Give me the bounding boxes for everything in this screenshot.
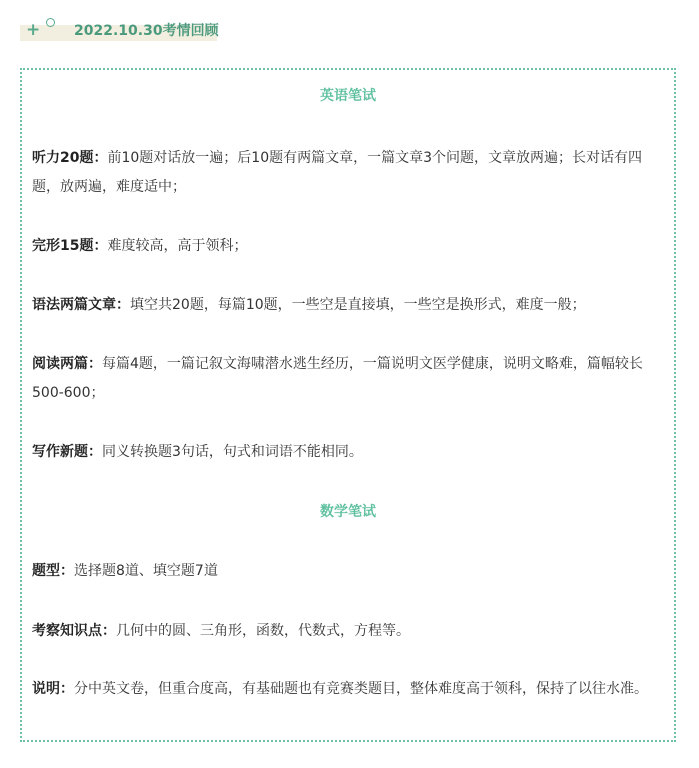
header-title: 2022.10.30考情回顾 [74,23,219,39]
item-text: 几何中的圆、三角形，函数，代数式，方程等。 [116,623,410,639]
item-text: 同义转换题3句话，句式和词语不能相同。 [102,444,363,460]
item-label: 听力20题： [32,150,108,166]
english-item-cloze [32,232,667,261]
item-text: 选择题8道、填空题7道 [74,563,218,579]
item-text: 难度较高，高于领科； [107,238,248,254]
item-label: 写作新题： [32,444,102,460]
item-label: 语法两篇文章： [32,297,130,313]
english-item-grammar [32,291,667,320]
math-item-question-types [32,557,667,586]
english-item-listening [32,144,667,202]
item-label: 题型： [32,563,74,579]
item-label: 完形15题： [32,238,108,254]
item-text: 分中英文卷，但重合度高，有基础题也有竞赛类题目，整体难度高于领科，保持了以往水准。 [74,681,648,697]
item-text: 前10题对话放一遍；后10题有两篇文章，一篇文章3个问题，文章放两遍；长对话有四题，放两遍，难度适中； [32,150,643,195]
item-label: 阅读两篇： [32,356,102,372]
section-header [20,14,220,46]
item-text: 每篇4题，一篇记叙文海啸潜水逃生经历，一篇说明文医学健康，说明文略难，篇幅较长500-600； [32,356,643,401]
content-box [20,68,676,742]
circle-icon [46,18,55,27]
item-label: 说明： [32,681,74,697]
item-label: 考察知识点： [32,623,116,639]
item-text: 填空共20题，每篇10题，一些空是直接填，一些空是换形式，难度一般； [130,297,586,313]
math-item-notes [32,675,667,704]
section-title-english: 英语笔试 [320,88,376,104]
section-title-math: 数学笔试 [320,504,376,520]
english-item-writing [32,438,667,467]
english-item-reading [32,350,667,408]
math-item-knowledge-points [32,617,667,646]
plus-icon: + [26,20,41,40]
